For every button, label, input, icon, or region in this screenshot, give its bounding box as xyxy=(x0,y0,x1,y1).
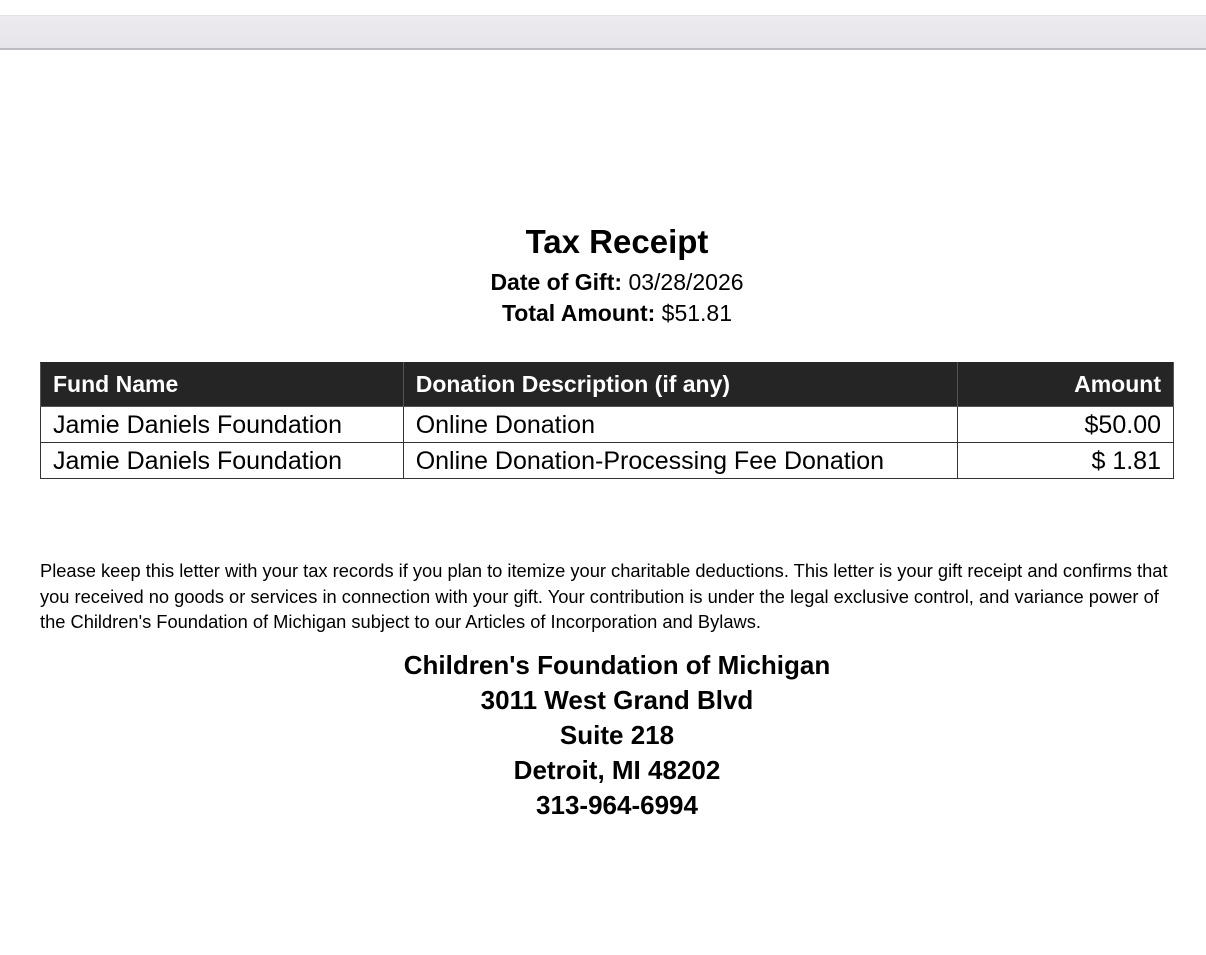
organization-address-line1: 3011 West Grand Blvd xyxy=(480,685,754,715)
table-header-row xyxy=(41,363,1174,407)
table-row xyxy=(41,407,1174,443)
cell-description: Online Donation-Processing Fee Donation xyxy=(403,443,957,479)
organization-block xyxy=(0,648,1206,823)
header-amount: Amount xyxy=(958,363,1174,407)
cell-amount: $50.00 xyxy=(958,407,1174,443)
cell-amount: $ 1.81 xyxy=(958,443,1174,479)
window-top-edge xyxy=(0,0,1206,15)
organization-name: Children's Foundation of Michigan xyxy=(403,650,831,680)
total-amount xyxy=(0,299,1206,327)
viewer-toolbar xyxy=(0,15,1206,50)
cell-fund-name: Jamie Daniels Foundation xyxy=(41,443,404,479)
organization-phone: 313-964-6994 xyxy=(536,790,698,820)
date-of-gift-label: Date of Gift: xyxy=(490,269,623,295)
cell-fund-name: Jamie Daniels Foundation xyxy=(41,407,404,443)
page-title: Tax Receipt xyxy=(525,223,709,260)
organization-address-line2: Suite 218 xyxy=(559,720,675,750)
table-row xyxy=(41,443,1174,479)
tax-note-paragraph: Please keep this letter with your tax records if you plan to itemize your charitable deductions. This letter is your gift receipt and confirms that you received no goods or services in connection with your gift. Your contribution is under the legal exclusive control, and variance power of the Children's Foundation of Michigan subject to our Articles of Incorporation and Bylaws. xyxy=(40,560,1168,633)
organization-city-state-zip: Detroit, MI 48202 xyxy=(513,755,721,785)
total-amount-value: $51.81 xyxy=(661,300,733,326)
date-of-gift xyxy=(0,268,1206,296)
receipt-document xyxy=(0,52,1206,955)
cell-description: Online Donation xyxy=(403,407,957,443)
gifts-table xyxy=(40,362,1174,479)
total-amount-label: Total Amount: xyxy=(501,300,656,326)
header-fund-name: Fund Name xyxy=(41,363,404,407)
date-of-gift-value: 03/28/2026 xyxy=(628,269,744,295)
header-donation-description: Donation Description (if any) xyxy=(403,363,957,407)
